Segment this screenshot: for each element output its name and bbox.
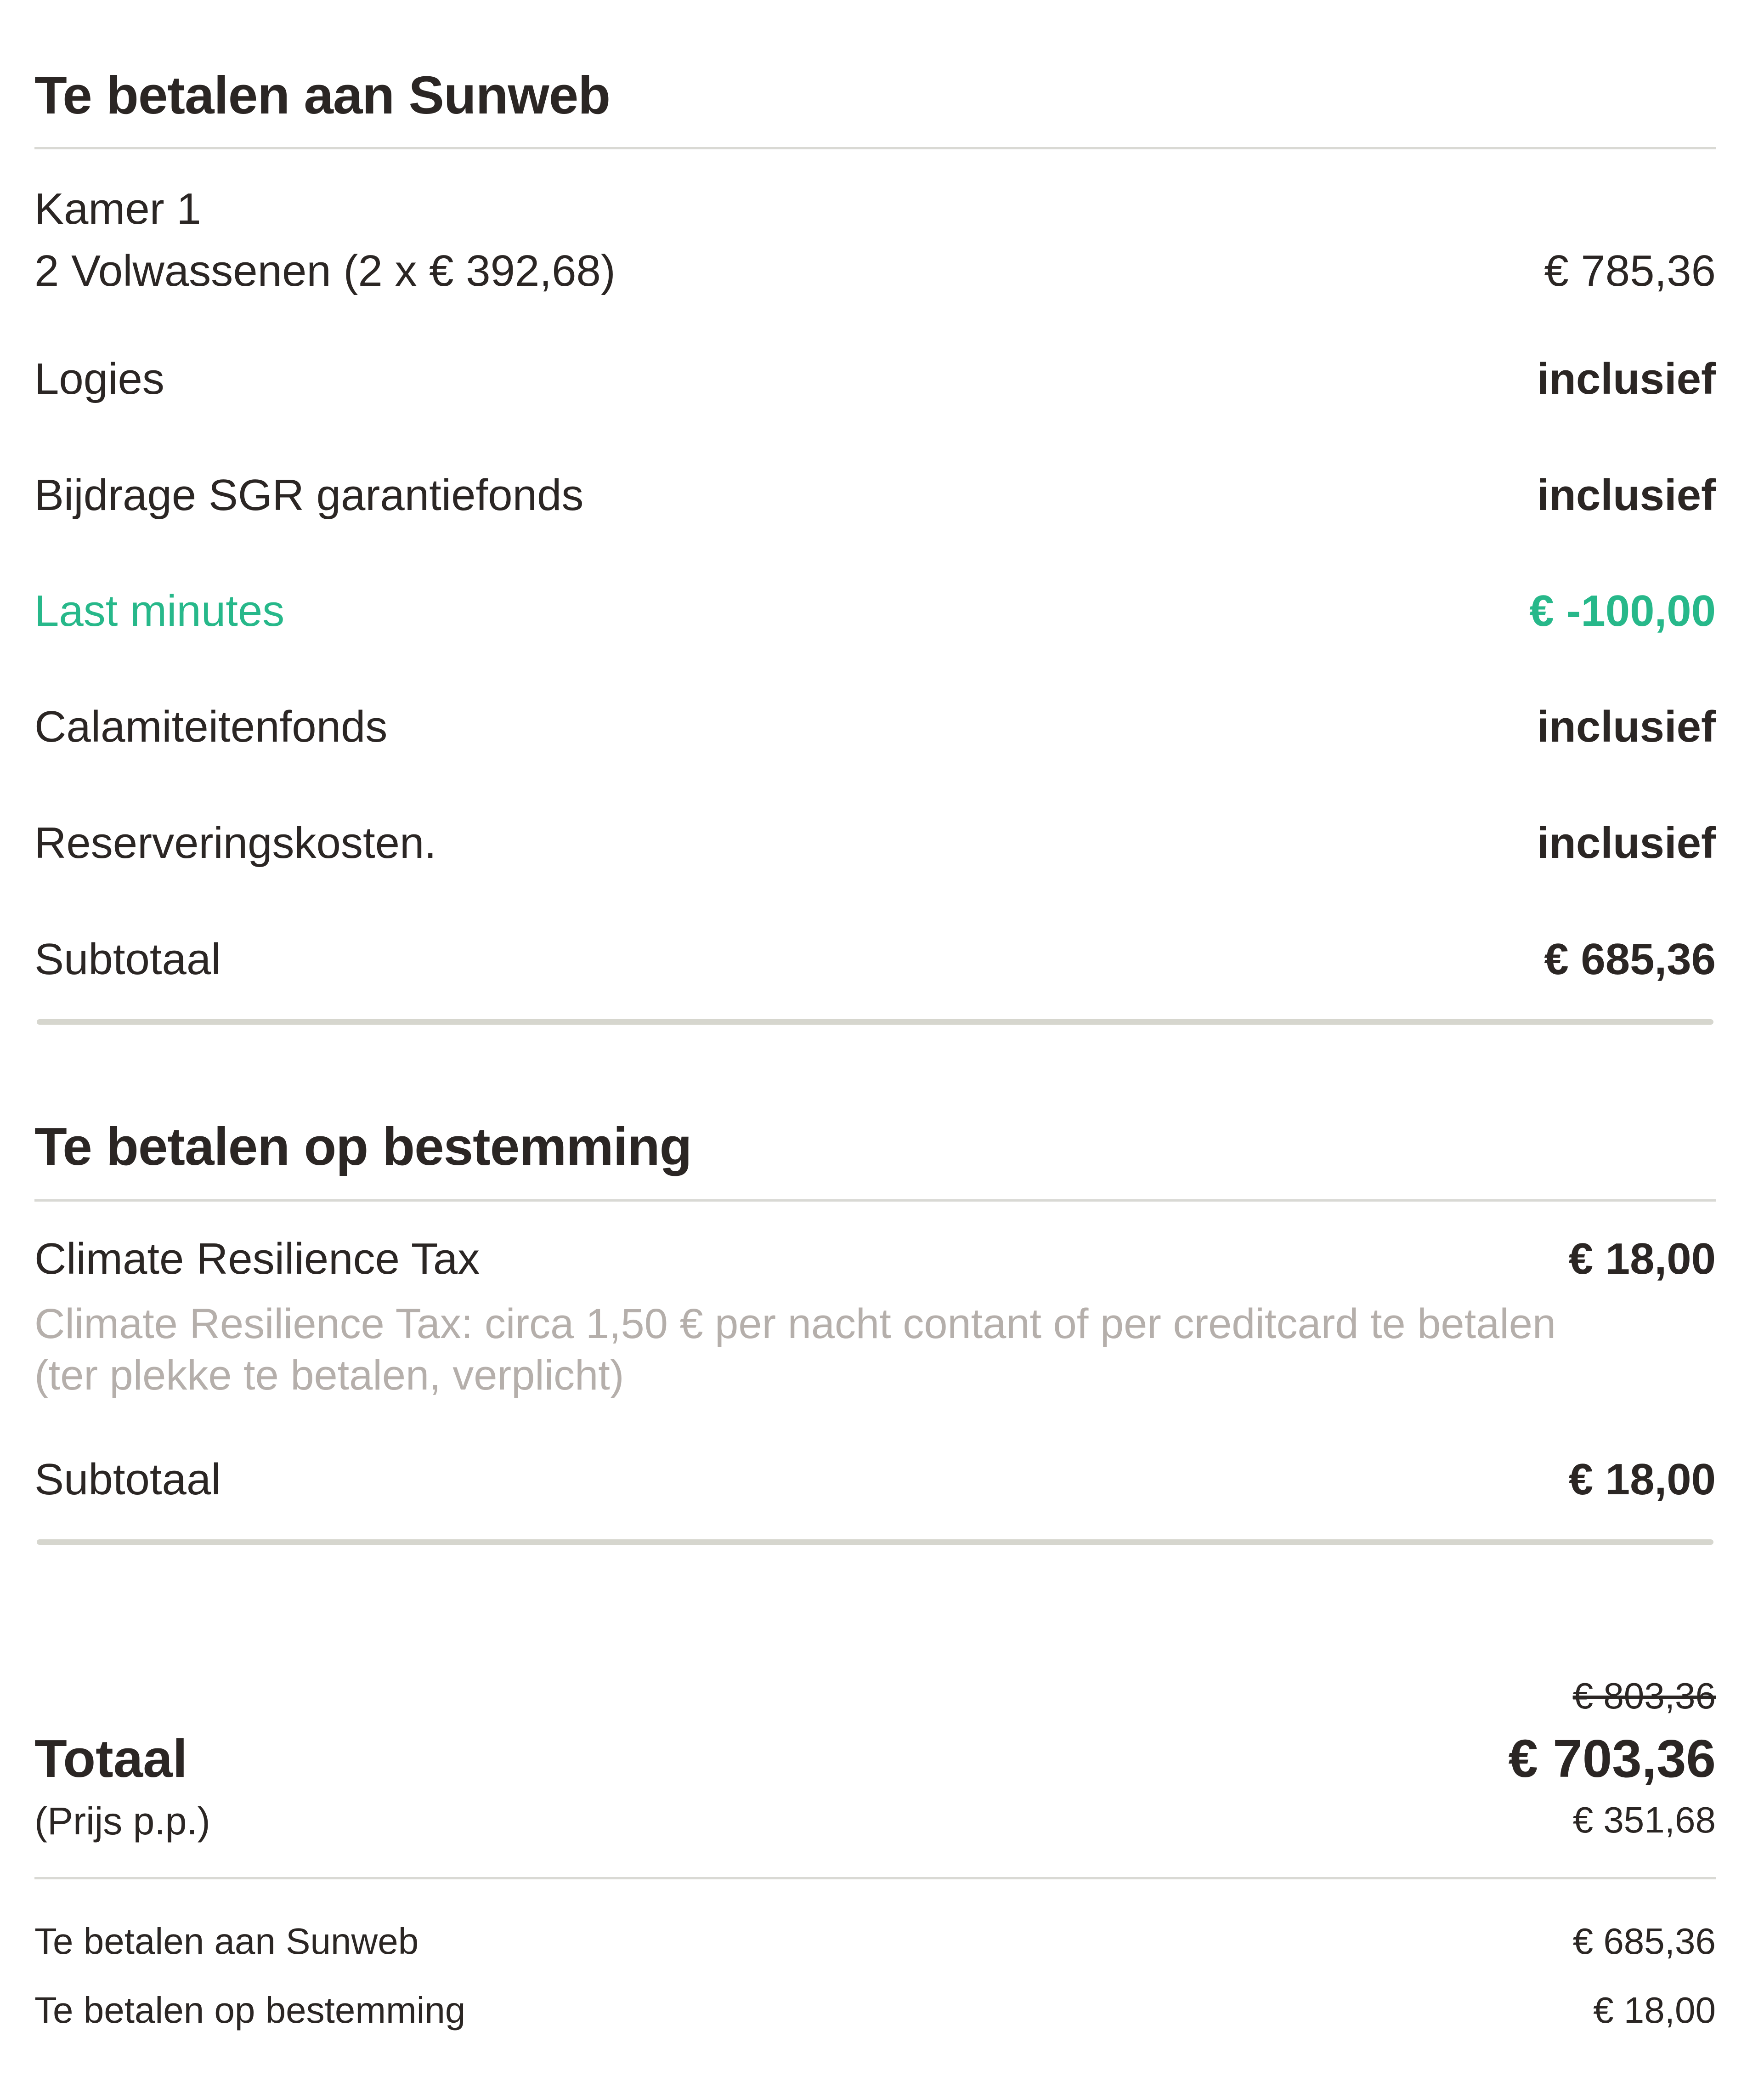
divider xyxy=(34,147,1716,149)
line-item-reserveringskosten xyxy=(34,816,1716,871)
room-line xyxy=(34,244,1716,299)
destination-subtotal xyxy=(34,1452,1716,1507)
room-line-value: € 785,36 xyxy=(1544,246,1716,295)
climate-tax-value: € 18,00 xyxy=(1568,1234,1716,1283)
breakdown-row-sunweb xyxy=(34,1918,1716,1964)
line-item-last-minutes xyxy=(34,584,1716,639)
line-item-calamiteitenfonds xyxy=(34,699,1716,755)
line-item-sgr xyxy=(34,468,1716,523)
breakdown-label: Te betalen op bestemming xyxy=(34,1990,466,2031)
subtotal-value: € 18,00 xyxy=(1568,1455,1716,1504)
section-divider xyxy=(37,1539,1713,1545)
breakdown-row-destination xyxy=(34,1987,1716,2033)
per-person-label: (Prijs p.p.) xyxy=(34,1799,210,1843)
old-total-price: € 803,36 xyxy=(1572,1675,1716,1716)
line-item-value: inclusief xyxy=(1537,818,1716,868)
breakdown-value: € 18,00 xyxy=(1593,1990,1716,2031)
line-item-value: inclusief xyxy=(1537,471,1716,520)
total-value: € 703,36 xyxy=(1508,1729,1716,1788)
sunweb-section-title: Te betalen aan Sunweb xyxy=(34,65,611,125)
discount-value: € -100,00 xyxy=(1529,586,1716,635)
line-item-value: inclusief xyxy=(1537,354,1716,403)
climate-tax-label: Climate Resilience Tax xyxy=(34,1234,480,1283)
section-divider xyxy=(37,1019,1713,1025)
total-label: Totaal xyxy=(34,1729,187,1788)
destination-section-title: Te betalen op bestemming xyxy=(34,1117,692,1176)
line-item-label: Logies xyxy=(34,354,164,403)
divider xyxy=(34,1877,1716,1879)
breakdown-value: € 685,36 xyxy=(1572,1921,1716,1962)
climate-tax-note: Climate Resilience Tax: circa 1,50 € per nacht contant of per creditcard te betalen (ter plekke te betalen, verplicht) xyxy=(34,1300,1556,1399)
line-item-logies xyxy=(34,352,1716,407)
subtotal-value: € 685,36 xyxy=(1544,935,1716,984)
subtotal-label: Subtotaal xyxy=(34,1455,221,1504)
climate-tax-row xyxy=(34,1231,1716,1287)
discount-label: Last minutes xyxy=(34,586,285,635)
breakdown-label: Te betalen aan Sunweb xyxy=(34,1921,419,1962)
divider xyxy=(34,1199,1716,1202)
line-item-label: Bijdrage SGR garantiefonds xyxy=(34,471,584,520)
line-item-label: Calamiteitenfonds xyxy=(34,702,388,751)
room-line-label: 2 Volwassenen (2 x € 392,68) xyxy=(34,246,616,295)
line-item-label: Reserveringskosten. xyxy=(34,818,437,868)
per-person-value: € 351,68 xyxy=(1572,1799,1716,1840)
sunweb-subtotal xyxy=(34,932,1716,987)
subtotal-label: Subtotaal xyxy=(34,935,221,984)
line-item-value: inclusief xyxy=(1537,702,1716,751)
room-title: Kamer 1 xyxy=(34,184,201,233)
